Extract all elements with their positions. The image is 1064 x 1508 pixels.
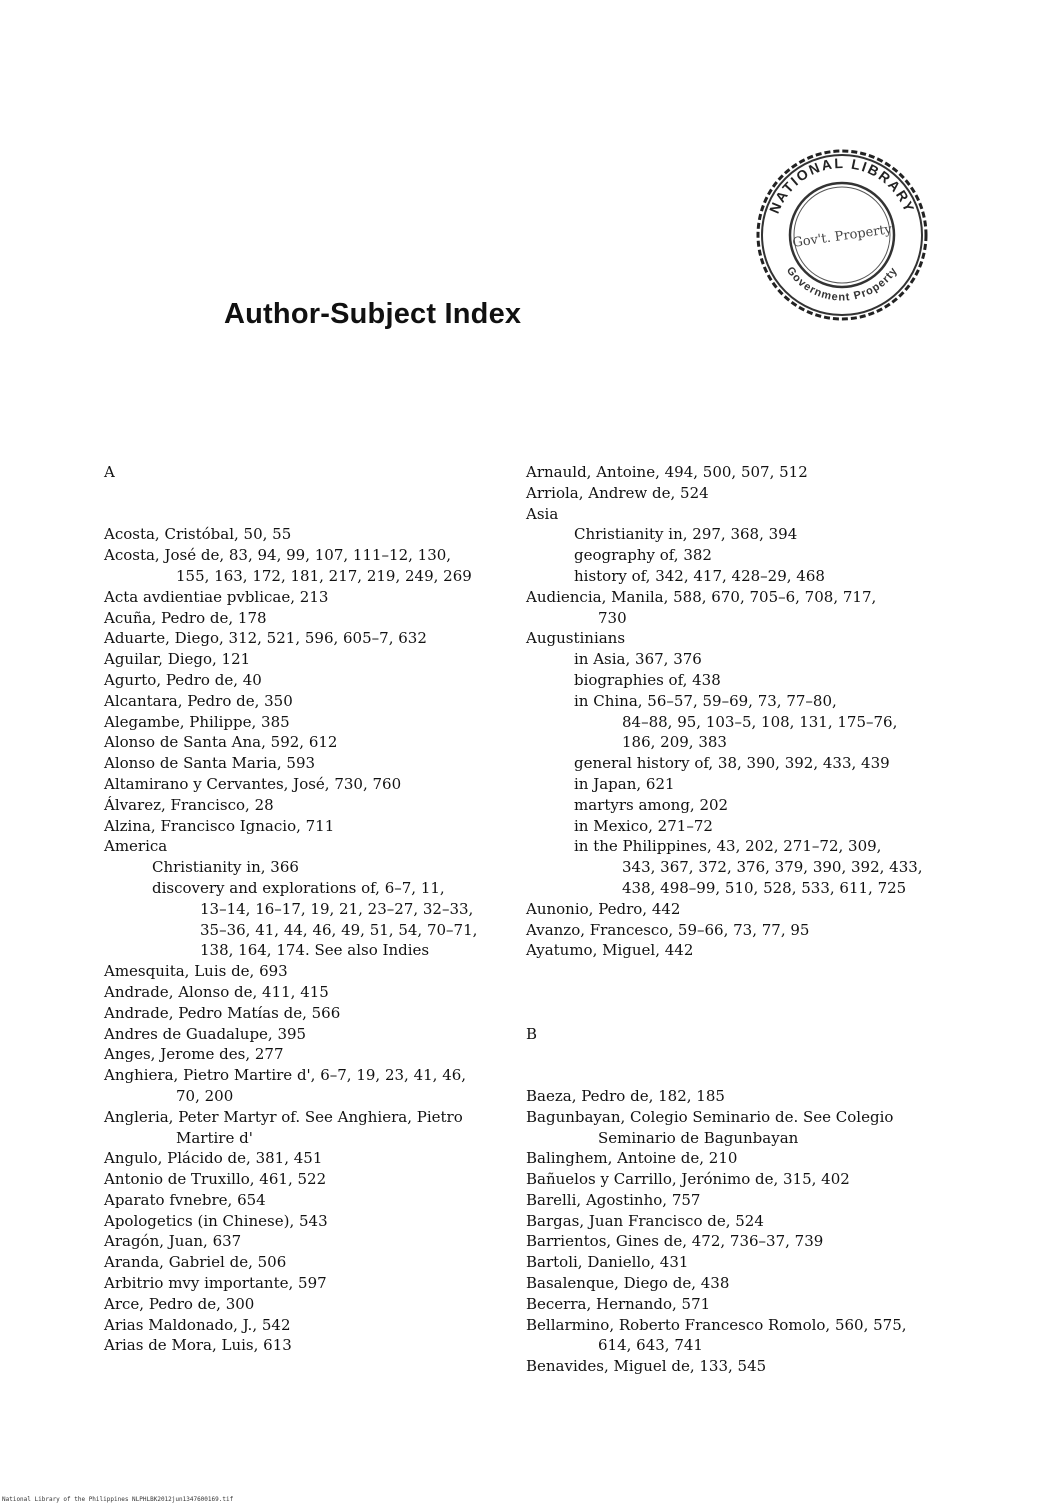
index-subentry: 84–88, 95, 103–5, 108, 131, 175–76,: [622, 712, 898, 731]
index-entry: Angulo, Plácido de, 381, 451: [104, 1149, 323, 1168]
index-entry: Aparato fvnebre, 654: [104, 1190, 266, 1209]
index-entry: Andrade, Alonso de, 411, 415: [104, 982, 329, 1001]
index-entry: Becerra, Hernando, 571: [526, 1294, 711, 1313]
index-entry: Andres de Guadalupe, 395: [104, 1024, 307, 1043]
index-entry: Aragón, Juan, 637: [104, 1232, 242, 1251]
index-entry: Barrientos, Gines de, 472, 736–37, 739: [526, 1232, 824, 1251]
index-entry: Antonio de Truxillo, 461, 522: [104, 1170, 327, 1189]
index-subentry: in China, 56–57, 59–69, 73, 77–80,: [574, 691, 837, 710]
index-entry: Acuña, Pedro de, 178: [104, 608, 267, 627]
index-entry: Barelli, Agostinho, 757: [526, 1190, 701, 1209]
index-entry: Aunonio, Pedro, 442: [526, 899, 681, 918]
index-subentry: Christianity in, 297, 368, 394: [574, 525, 798, 544]
index-entry: Bagunbayan, Colegio Seminario de. See Colegio: [526, 1107, 894, 1126]
index-subentry: 70, 200: [176, 1086, 234, 1105]
right-entries-b: [526, 1086, 946, 1377]
library-stamp: [753, 146, 931, 324]
index-entry: Bellarmino, Roberto Francesco Romolo, 560, 575,: [526, 1315, 907, 1334]
index-subentry: in Asia, 367, 376: [574, 650, 702, 669]
index-entry: Anghiera, Pietro Martire d', 6–7, 19, 23, 41, 46,: [104, 1066, 467, 1085]
index-entry: Baeza, Pedro de, 182, 185: [526, 1086, 725, 1105]
scan-footer: National Library of the Philippines NLPHLBK2012jun1347600169.tif: [2, 1496, 234, 1503]
index-entry: Arbitrio mvy importante, 597: [104, 1274, 327, 1293]
page-title: Author-Subject Index: [224, 298, 522, 330]
index-entry: Alonso de Santa Ana, 592, 612: [104, 733, 338, 752]
index-subentry: general history of, 38, 390, 392, 433, 439: [574, 754, 890, 773]
index-entry: Aguilar, Diego, 121: [104, 650, 251, 669]
stamp-center-text: Gov't. Property: [791, 222, 893, 251]
index-entry: Alonso de Santa Maria, 593: [104, 754, 316, 773]
index-subentry: Martire d': [176, 1128, 253, 1147]
index-entry: Aranda, Gabriel de, 506: [104, 1253, 287, 1272]
index-subentry: Seminario de Bagunbayan: [598, 1128, 799, 1147]
index-entry: Benavides, Miguel de, 133, 545: [526, 1357, 767, 1376]
index-entry: Basalenque, Diego de, 438: [526, 1274, 730, 1293]
index-entry: Bargas, Juan Francisco de, 524: [526, 1211, 764, 1230]
index-subentry: 13–14, 16–17, 19, 21, 23–27, 32–33,: [200, 899, 474, 918]
index-entry: Acta avdientiae pvblicae, 213: [104, 587, 329, 606]
index-entry: Ayatumo, Miguel, 442: [526, 941, 694, 960]
index-entry: Altamirano y Cervantes, José, 730, 760: [104, 774, 402, 793]
index-entry: Alcantara, Pedro de, 350: [104, 691, 293, 710]
section-letter-a: A: [104, 463, 115, 481]
index-subentry: 730: [598, 608, 627, 627]
index-entry: Arriola, Andrew de, 524: [526, 483, 709, 502]
index-subentry: in Japan, 621: [574, 774, 675, 793]
index-entry: America: [104, 837, 168, 856]
index-entry: Avanzo, Francesco, 59–66, 73, 77, 95: [526, 920, 810, 939]
left-entries: [104, 524, 524, 1356]
index-subentry: 343, 367, 372, 376, 379, 390, 392, 433,: [622, 858, 923, 877]
index-entry: Anges, Jerome des, 277: [104, 1045, 284, 1064]
index-entry: Arias Maldonado, J., 542: [104, 1315, 291, 1334]
index-entry: Aduarte, Diego, 312, 521, 596, 605–7, 632: [104, 629, 427, 648]
index-entry: Asia: [526, 504, 559, 523]
index-subentry: 438, 498–99, 510, 528, 533, 611, 725: [622, 878, 907, 897]
svg-text:Government Property: [784, 265, 900, 304]
index-subentry: Christianity in, 366: [152, 858, 299, 877]
index-entry: Amesquita, Luis de, 693: [104, 962, 288, 981]
index-entry: Arce, Pedro de, 300: [104, 1294, 255, 1313]
index-subentry: geography of, 382: [574, 546, 712, 565]
index-entry: Acosta, José de, 83, 94, 99, 107, 111–12, 130,: [104, 546, 452, 565]
index-subentry: in Mexico, 271–72: [574, 816, 713, 835]
section-letter-b: B: [526, 1024, 538, 1043]
index-subentry: discovery and explorations of, 6–7, 11,: [152, 878, 445, 897]
index-entry: Alegambe, Philippe, 385: [104, 712, 290, 731]
index-entry: Álvarez, Francisco, 28: [104, 795, 274, 814]
svg-text:NATIONAL LIBRARY: [766, 155, 918, 216]
stamp-bottom-text: Government Property: [783, 264, 901, 304]
index-subentry: 155, 163, 172, 181, 217, 219, 249, 269: [176, 566, 472, 585]
index-subentry: 138, 164, 174. See also Indies: [200, 941, 430, 960]
index-subentry: biographies of, 438: [574, 670, 721, 689]
index-entry: Bartoli, Daniello, 431: [526, 1253, 689, 1272]
index-entry: Apologetics (in Chinese), 543: [104, 1211, 328, 1230]
index-subentry: 614, 643, 741: [598, 1336, 703, 1355]
index-entry: Angleria, Peter Martyr of. See Anghiera, Pietro: [104, 1107, 463, 1126]
index-entry: Alzina, Francisco Ignacio, 711: [104, 816, 335, 835]
index-entry: Arnauld, Antoine, 494, 500, 507, 512: [526, 463, 808, 481]
index-subentry: history of, 342, 417, 428–29, 468: [574, 566, 825, 585]
index-entry: Acosta, Cristóbal, 50, 55: [104, 525, 292, 544]
index-entry: Balinghem, Antoine de, 210: [526, 1149, 738, 1168]
index-entry: Arias de Mora, Luis, 613: [104, 1336, 292, 1355]
right-column: [526, 462, 946, 1377]
index-subentry: 35–36, 41, 44, 46, 49, 51, 54, 70–71,: [200, 920, 478, 939]
index-entry: Bañuelos y Carrillo, Jerónimo de, 315, 402: [526, 1170, 850, 1189]
index-entry: Augustinians: [526, 629, 626, 648]
index-subentry: in the Philippines, 43, 202, 271–72, 309,: [574, 837, 882, 856]
index-entry: Agurto, Pedro de, 40: [104, 670, 262, 689]
index-entry: Audiencia, Manila, 588, 670, 705–6, 708, 717,: [526, 587, 877, 606]
index-subentry: 186, 209, 383: [622, 733, 727, 752]
right-entries-a: [526, 462, 946, 961]
index-subentry: martyrs among, 202: [574, 795, 729, 814]
left-column: [104, 462, 524, 1356]
index-entry: Andrade, Pedro Matías de, 566: [104, 1003, 341, 1022]
stamp-top-text: NATIONAL LIBRARY: [765, 154, 919, 216]
